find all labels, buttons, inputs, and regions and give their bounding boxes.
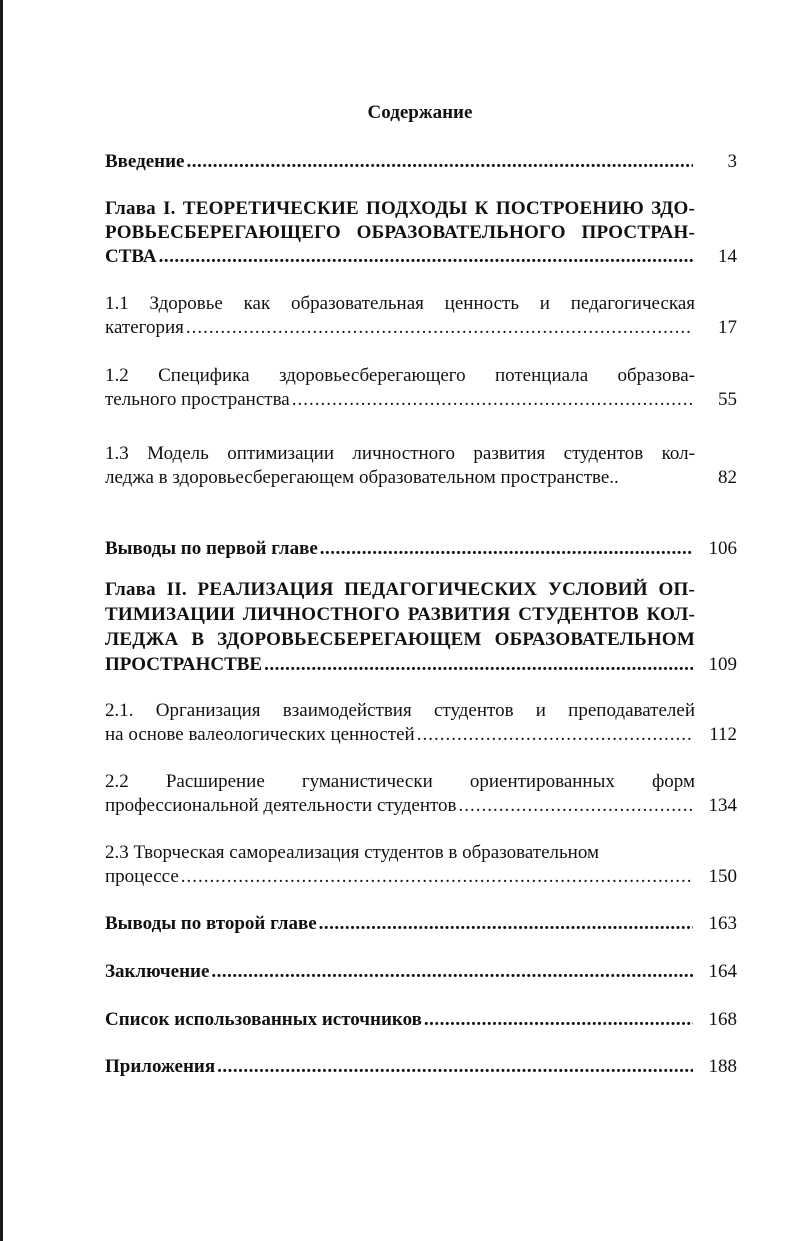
toc-page-number: 163 [708, 913, 737, 934]
toc-entry-text: Приложения [105, 1056, 216, 1077]
toc-entry-conclusion[interactable] [105, 960, 737, 984]
dot-leader [157, 245, 693, 269]
toc-entry-text: Заключение [105, 961, 210, 982]
toc-entry-references[interactable] [105, 1008, 737, 1032]
toc-entry-text: на основе валеологических ценностей [105, 724, 415, 745]
toc-page-number: 112 [709, 724, 737, 745]
dot-leader [457, 794, 693, 818]
toc-entry-section-2-3[interactable] [105, 841, 737, 889]
dot-leader [422, 1008, 693, 1032]
toc-entry-text: Выводы по второй главе [105, 913, 317, 934]
toc-page-number: 109 [708, 654, 737, 675]
toc-entry-line: 1.2 Специфика здоровьесберегающего потенциала образова- [105, 365, 695, 386]
toc-entry-conclusions-chapter-1[interactable] [105, 537, 737, 561]
toc-entry-line: ЛЕДЖА В ЗДОРОВЬЕСБЕРЕГАЮЩЕМ ОБРАЗОВАТЕЛЬНОМ [105, 629, 695, 650]
toc-entry-appendices[interactable] [105, 1055, 737, 1079]
toc-entry-section-2-2[interactable] [105, 770, 737, 818]
toc-entry-text: категория [105, 317, 184, 338]
toc-entry-line: ТИМИЗАЦИИ ЛИЧНОСТНОГО РАЗВИТИЯ СТУДЕНТОВ КОЛ- [105, 604, 695, 625]
toc-entry-line: 1.3 Модель оптимизации личностного развития студентов кол- [105, 443, 695, 464]
toc-entry-chapter-2[interactable] [105, 577, 737, 677]
dot-leader [215, 1055, 693, 1079]
dot-leader [317, 912, 693, 936]
page-title: Содержание [367, 102, 473, 123]
toc-entry-text: леджа в здоровьесберегающем образовательном пространстве.. [105, 467, 619, 488]
toc-page-number: 150 [708, 866, 737, 887]
toc-entry-introduction[interactable] [105, 150, 737, 174]
toc-entry-line: Глава I. ТЕОРЕТИЧЕСКИЕ ПОДХОДЫ К ПОСТРОЕНИЮ ЗДО- [105, 198, 695, 219]
toc-entry-text: тельного пространства [105, 389, 290, 410]
toc-page-number: 188 [708, 1056, 737, 1077]
toc-entry-conclusions-chapter-2[interactable] [105, 912, 737, 936]
toc-page-number: 106 [708, 538, 737, 559]
scan-edge [0, 0, 3, 1241]
toc-entry-line: РОВЬЕСБЕРЕГАЮЩЕГО ОБРАЗОВАТЕЛЬНОГО ПРОСТРАН- [105, 222, 695, 243]
toc-entry-text: Выводы по первой главе [105, 538, 318, 559]
toc-page-number: 17 [718, 317, 737, 338]
toc-page-number: 3 [727, 151, 737, 172]
toc-entry-line: Глава II. РЕАЛИЗАЦИЯ ПЕДАГОГИЧЕСКИХ УСЛОВИЙ ОП- [105, 579, 695, 600]
dot-leader [318, 537, 693, 561]
toc-entry-line: 1.1 Здоровье как образовательная ценность и педагогическая [105, 293, 695, 314]
toc-entry-chapter-1[interactable] [105, 197, 737, 269]
toc-entry-section-2-1[interactable] [105, 699, 737, 747]
toc-page-number: 168 [708, 1009, 737, 1030]
toc-page-number: 55 [718, 389, 737, 410]
toc-entry-section-1-1[interactable] [105, 292, 737, 340]
toc-entry-text: СТВА [105, 246, 157, 267]
dot-leader [415, 723, 693, 747]
toc-entry-line: 2.2 Расширение гуманистически ориентированных форм [105, 771, 695, 792]
dot-leader [262, 652, 693, 677]
toc-entry-text: процессе [105, 866, 179, 887]
toc-page-number: 134 [708, 795, 737, 816]
toc-page-number: 14 [718, 246, 737, 267]
toc-page-number: 164 [708, 961, 737, 982]
dot-leader [179, 865, 693, 889]
dot-leader [185, 150, 694, 174]
toc-entry-text: Список использованных источников [105, 1009, 422, 1030]
toc-entry-text: профессиональной деятельности студентов [105, 795, 457, 816]
toc-entry-text: ПРОСТРАНСТВЕ [105, 654, 263, 675]
dot-leader [184, 316, 693, 340]
toc-entry-section-1-2[interactable] [105, 364, 737, 412]
dot-leader [209, 960, 693, 984]
toc-entry-section-1-3[interactable] [105, 442, 737, 490]
toc-entry-line: 2.1. Организация взаимодействия студентов и преподавателей [105, 700, 695, 721]
toc-entry-line: 2.3 Творческая самореализация студентов в образовательном [105, 842, 600, 863]
toc-entry-text: Введение [105, 151, 185, 172]
toc-page-number: 82 [718, 467, 737, 488]
dot-leader [290, 388, 693, 412]
